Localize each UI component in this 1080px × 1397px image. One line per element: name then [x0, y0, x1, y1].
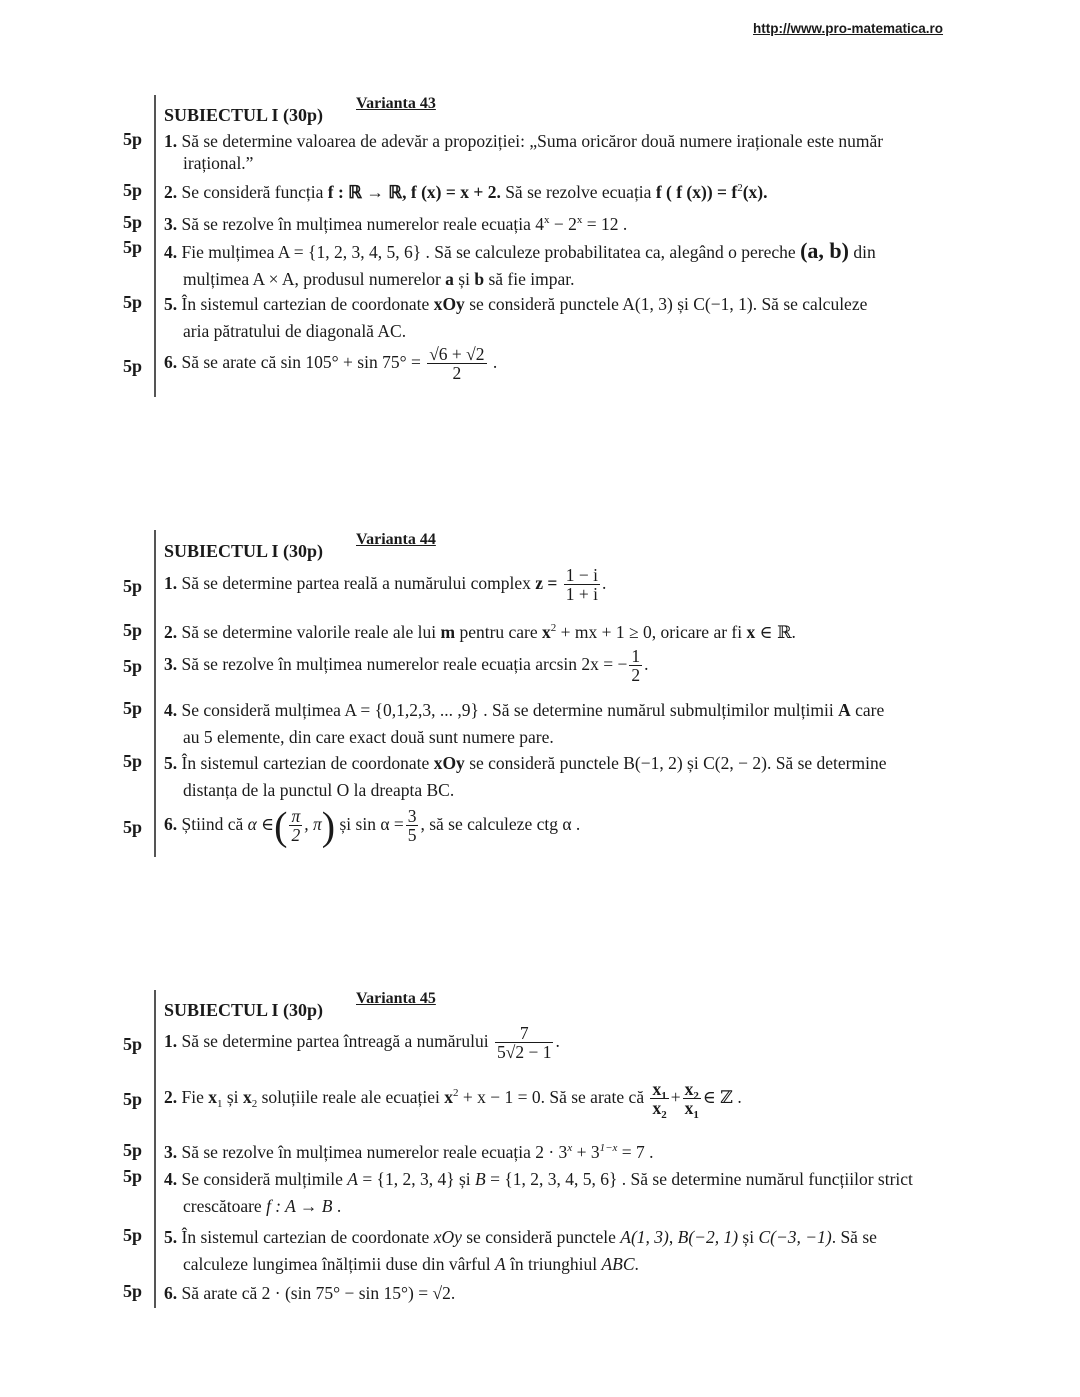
- variant-title: Varianta 43: [356, 95, 436, 112]
- points-label: 5p: [123, 1034, 143, 1054]
- math-var: m: [440, 622, 456, 642]
- problem-5: 5. În sistemul cartezian de coordonate xOy se consideră punctele A(1, 3), B(−2, 1) și C(−3, −1). Să se calculeze lungimea înălțimii duse din vârful A în triunghiul ABC.: [164, 1224, 877, 1278]
- points-label: 5p: [123, 656, 143, 676]
- math-function: f : ℝ → ℝ, f (x) = x + 2.: [327, 182, 501, 202]
- problem-2: 2. Să se determine valorile reale ale lui m pentru care $x^2$ + mx + 1 ≥ 0, oricare ar fi x ∈ ℝ.: [164, 622, 796, 642]
- problem-1: 1. Să se determine partea întreagă a numărului $\frac{7}{5√2 - 1}$ .: [164, 1023, 560, 1063]
- problem-number: 1.: [164, 131, 178, 151]
- text-segment: Să se arate că: [181, 351, 281, 372]
- problem-6: 6. Să se arate că sin 105° + sin 75° = $\frac{√6 + √2}{2}$ .: [164, 344, 498, 384]
- subject-title: SUBIECTUL I (30p): [164, 105, 324, 125]
- subject-title: SUBIECTUL I (30p): [164, 1000, 324, 1020]
- points-label: 5p: [123, 751, 143, 771]
- margin-rule: [154, 990, 156, 1308]
- points-label: 5p: [123, 356, 143, 376]
- points-label: 5p: [123, 1225, 143, 1245]
- math-equation: 2 · (sin 75° − sin 15°) = √2.: [261, 1283, 456, 1303]
- margin-rule: [154, 530, 156, 857]
- math-equation: f ( f (x)) = f: [655, 182, 738, 202]
- text-segment: Să se rezolve în mulțimea numerelor reale ecuația: [181, 214, 536, 234]
- text-segment: Să se rezolve în mulțimea numerelor reale ecuația: [181, 653, 536, 674]
- site-link[interactable]: http://www.pro-matematica.ro: [753, 21, 944, 36]
- text-segment: Să se rezolve ecuația: [505, 182, 656, 202]
- points-label: 5p: [123, 129, 143, 149]
- text-segment: din: [853, 242, 876, 262]
- problem-text-cont: irațional.”: [183, 153, 254, 173]
- math-point: C(2, − 2): [703, 753, 767, 773]
- problem-number: 2.: [164, 182, 178, 202]
- problem-1: [164, 128, 883, 177]
- problem-number: 2.: [164, 622, 178, 642]
- margin-rule: [154, 95, 156, 397]
- points-label: 5p: [123, 180, 143, 200]
- problem-3: 3. Să se rezolve în mulțimea numerelor reale ecuația arcsin 2x = − $\frac{1}{2}$ .: [164, 646, 649, 686]
- problem-number: 4.: [164, 242, 178, 262]
- math-equation: sin 105° + sin 75° =: [280, 351, 421, 372]
- problem-6: 6. Știind că α ∈( $\frac{\pi}{2}$ , π) și sin α = $\frac{3}{5}$ , să se calculeze ctg α .: [164, 803, 581, 849]
- problem-number: 2.: [164, 1086, 178, 1107]
- points-label: 5p: [123, 1166, 143, 1186]
- math-set: A = {1, 2, 3, 4, 5, 6}: [277, 242, 422, 262]
- problem-text-cont: crescătoare f : A → B .: [183, 1196, 342, 1216]
- math-fraction: $\frac{1}{2}$: [631, 646, 641, 686]
- problem-4: [164, 237, 876, 293]
- points-label: 5p: [123, 817, 143, 837]
- problem-number: 6.: [164, 813, 178, 834]
- problem-2: 2. Fie $x_1$ și $x_2$ soluțiile reale ale ecuației $x^2 + x - 1 = 0$. Să se arate că $\frac{x_1}{x_2}$ + $\frac{x_2}{x_1}$ ∈ ℤ .: [164, 1079, 742, 1122]
- problem-4: 4. Se consideră mulțimile A = {1, 2, 3, 4} și B = {1, 2, 3, 4, 5, 6} . Să se determine numărul funcțiilor strict crescătoare f : A → B .: [164, 1166, 913, 1220]
- math-fraction: $\frac{7}{5√2 - 1}$: [496, 1023, 552, 1063]
- math-equation: (x).: [742, 182, 768, 202]
- math-equation: − 2: [549, 214, 577, 234]
- problem-text-cont: distanța de la punctul O la dreapta BC.: [183, 780, 455, 800]
- math-point: B(−1, 2): [623, 753, 683, 773]
- problem-number: 3.: [164, 1142, 178, 1162]
- points-label: 5p: [123, 1089, 143, 1109]
- problem-5: 5. În sistemul cartezian de coordonate xOy se consideră punctele A(1, 3) și C(−1, 1). Să se calculeze aria pătratului de diagonală AC.: [164, 291, 867, 345]
- superscript: x: [543, 214, 550, 226]
- math-point: A(1, 3): [622, 294, 673, 314]
- text-segment: Să se determine partea reală a numărului complex: [181, 572, 536, 593]
- problem-number: 1.: [164, 1030, 178, 1051]
- text-segment: Să se determine valorile reale ale lui: [181, 622, 441, 642]
- problem-3: [164, 211, 627, 238]
- problem-text-cont: au 5 elemente, din care exact două sunt numere pare.: [183, 727, 554, 747]
- problem-2: [164, 179, 768, 206]
- variant-title: Varianta 44: [356, 531, 436, 548]
- text-segment: Se consideră mulțimea: [181, 700, 345, 720]
- math-equation: + mx + 1 ≥ 0: [556, 622, 652, 642]
- text-segment: . Să se calculeze probabilitatea ca, alegând o pereche: [421, 242, 801, 262]
- problem-1: 1. Să se determine partea reală a numărului complex z = $\frac{1 - i}{1 + i}$ .: [164, 565, 607, 605]
- problem-4: 4. Se consideră mulțimea A = {0,1,2,3, ... ,9} . Să se determine numărul submulțimilor mulțimii A care au 5 elemente, din care exact două sunt numere pare.: [164, 697, 884, 751]
- problem-number: 6.: [164, 1283, 178, 1303]
- variant-title: Varianta 45: [356, 990, 436, 1007]
- text-segment: Știind că: [181, 813, 248, 834]
- problem-number: 5.: [164, 753, 178, 773]
- problem-number: 4.: [164, 1169, 178, 1189]
- text-segment: Se consideră funcția: [181, 182, 328, 202]
- math-fraction: $\frac{√6 + √2}{2}$: [429, 344, 485, 384]
- points-label: 5p: [123, 698, 143, 718]
- problem-6: 6. Să arate că 2 · (sin 75° − sin 15°) = √2.: [164, 1283, 456, 1303]
- problem-number: 3.: [164, 214, 178, 234]
- points-label: 5p: [123, 576, 143, 596]
- problem-text-cont: aria pătratului de diagonală AC.: [183, 321, 407, 341]
- math-fraction: $\frac{1 - i}{1 + i}$: [565, 565, 598, 605]
- math-var: z =: [535, 572, 558, 593]
- problem-number: 3.: [164, 653, 178, 674]
- math-equation: 4: [535, 214, 544, 234]
- subject-title: SUBIECTUL I (30p): [164, 541, 324, 561]
- text-segment: În sistemul cartezian de coordonate: [181, 753, 434, 773]
- problem-text-cont: mulțimea A × A, produsul numerelor a și b să fie impar.: [183, 269, 575, 289]
- math-pair: (a, b): [800, 238, 849, 263]
- text-segment: Fie mulțimea: [181, 242, 278, 262]
- problem-text-visible: Să se determine valoarea de adevăr a propoziției: „Suma oricăror două numere iraționale este număr: [181, 131, 884, 151]
- math-set: A = {0,1,2,3, ... ,9}: [344, 700, 479, 720]
- superscript: x: [576, 214, 583, 226]
- math-var: x: [542, 622, 551, 642]
- math-var: α ∈: [247, 813, 275, 834]
- text-segment: se consideră punctele: [464, 294, 623, 314]
- text-segment: Să se determine partea întreagă a numărului: [181, 1030, 493, 1051]
- problem-3: 3. Să se rezolve în mulțimea numerelor reale ecuația $2 \cdot 3^x + 3^{1-x} = 7$ .: [164, 1142, 654, 1162]
- superscript: 2: [737, 182, 743, 194]
- problem-number: 4.: [164, 700, 178, 720]
- math-equation: = 12 .: [582, 214, 628, 234]
- problem-5: 5. În sistemul cartezian de coordonate xOy se consideră punctele B(−1, 2) și C(2, − 2). Să se determine distanța de la punctul O la dreapta BC.: [164, 750, 886, 804]
- points-label: 5p: [123, 1140, 143, 1160]
- problem-text-cont: calculeze lungimea înălțimii duse din vârful A în triunghiul ABC.: [183, 1254, 639, 1274]
- points-label: 5p: [123, 237, 143, 257]
- points-label: 5p: [123, 620, 143, 640]
- problem-number: 6.: [164, 351, 178, 372]
- problem-number: 1.: [164, 572, 178, 593]
- text-segment: pentru care: [455, 622, 543, 642]
- math-equation: arcsin 2x = −: [535, 653, 628, 674]
- math-var: xOy: [433, 294, 465, 314]
- points-label: 5p: [123, 1281, 143, 1301]
- points-label: 5p: [123, 212, 143, 232]
- math-point: C(−1, 1): [693, 294, 753, 314]
- problem-number: 5.: [164, 1227, 178, 1247]
- points-label: 5p: [123, 292, 143, 312]
- problem-number: 5.: [164, 294, 178, 314]
- text-segment: În sistemul cartezian de coordonate: [181, 294, 434, 314]
